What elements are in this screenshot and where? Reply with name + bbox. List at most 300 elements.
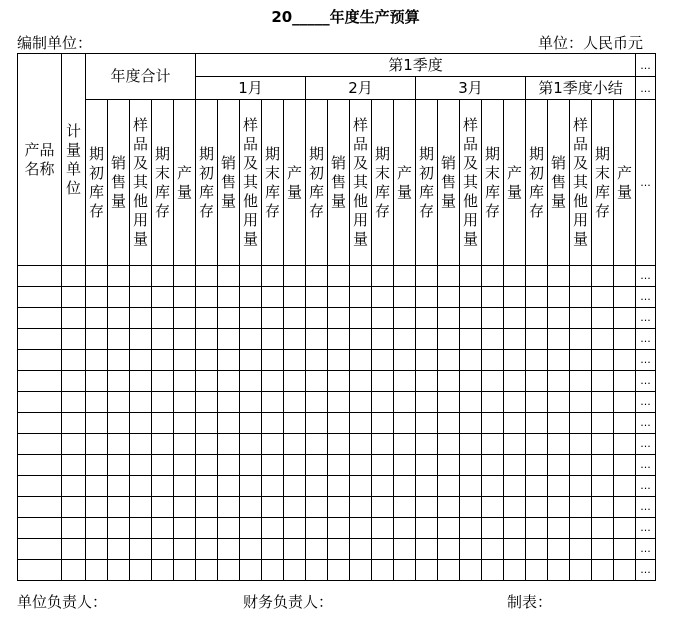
table-cell[interactable]	[526, 413, 548, 434]
table-cell[interactable]	[86, 308, 108, 329]
table-cell[interactable]	[62, 518, 86, 539]
table-cell[interactable]	[196, 371, 218, 392]
table-cell[interactable]	[438, 476, 460, 497]
table-cell[interactable]	[218, 434, 240, 455]
table-cell[interactable]	[460, 518, 482, 539]
table-cell[interactable]	[438, 539, 460, 560]
table-cell[interactable]	[416, 266, 438, 287]
table-cell[interactable]	[570, 287, 592, 308]
table-cell[interactable]	[130, 560, 152, 581]
table-cell[interactable]	[438, 350, 460, 371]
table-cell[interactable]	[460, 329, 482, 350]
table-cell[interactable]	[240, 455, 262, 476]
table-cell[interactable]	[86, 392, 108, 413]
table-cell[interactable]	[592, 329, 614, 350]
table-cell[interactable]	[504, 392, 526, 413]
table-cell[interactable]	[108, 392, 130, 413]
table-cell[interactable]	[306, 329, 328, 350]
table-cell[interactable]	[416, 350, 438, 371]
table-cell[interactable]	[152, 413, 174, 434]
table-cell[interactable]	[306, 413, 328, 434]
table-cell[interactable]	[416, 539, 438, 560]
table-cell[interactable]	[504, 560, 526, 581]
table-cell[interactable]	[108, 413, 130, 434]
table-cell[interactable]	[196, 539, 218, 560]
table-cell[interactable]	[350, 350, 372, 371]
table-cell[interactable]	[482, 539, 504, 560]
table-cell[interactable]	[328, 455, 350, 476]
table-cell[interactable]	[482, 329, 504, 350]
table-cell[interactable]	[130, 392, 152, 413]
table-cell[interactable]	[284, 560, 306, 581]
table-cell[interactable]	[174, 518, 196, 539]
table-cell[interactable]	[262, 434, 284, 455]
table-cell[interactable]	[196, 350, 218, 371]
table-cell[interactable]	[614, 560, 636, 581]
table-cell[interactable]	[86, 287, 108, 308]
table-cell[interactable]	[570, 434, 592, 455]
table-cell[interactable]	[570, 413, 592, 434]
table-cell[interactable]	[130, 308, 152, 329]
table-cell[interactable]	[372, 329, 394, 350]
table-cell[interactable]	[438, 371, 460, 392]
table-cell[interactable]	[328, 434, 350, 455]
table-cell[interactable]	[86, 455, 108, 476]
table-cell[interactable]	[196, 266, 218, 287]
table-cell[interactable]	[62, 539, 86, 560]
table-cell[interactable]	[416, 497, 438, 518]
table-cell[interactable]	[592, 497, 614, 518]
table-cell[interactable]	[526, 287, 548, 308]
table-cell[interactable]	[372, 392, 394, 413]
table-cell[interactable]	[130, 455, 152, 476]
table-cell[interactable]	[152, 392, 174, 413]
table-cell[interactable]	[438, 308, 460, 329]
table-cell[interactable]	[328, 476, 350, 497]
table-cell[interactable]	[614, 539, 636, 560]
table-cell[interactable]	[438, 266, 460, 287]
table-cell[interactable]	[460, 560, 482, 581]
table-cell[interactable]	[218, 392, 240, 413]
table-cell[interactable]	[86, 266, 108, 287]
table-cell[interactable]	[350, 308, 372, 329]
table-cell[interactable]	[240, 560, 262, 581]
table-cell[interactable]	[526, 539, 548, 560]
table-cell[interactable]	[152, 518, 174, 539]
table-cell[interactable]	[218, 329, 240, 350]
table-cell[interactable]	[504, 371, 526, 392]
table-cell[interactable]	[240, 287, 262, 308]
table-cell[interactable]	[416, 287, 438, 308]
table-cell[interactable]	[372, 266, 394, 287]
table-cell[interactable]	[592, 266, 614, 287]
table-cell[interactable]	[196, 560, 218, 581]
table-cell[interactable]	[416, 476, 438, 497]
table-cell[interactable]	[62, 476, 86, 497]
table-cell[interactable]	[438, 560, 460, 581]
table-cell[interactable]	[152, 476, 174, 497]
table-cell[interactable]	[372, 476, 394, 497]
table-cell[interactable]	[350, 413, 372, 434]
table-cell[interactable]	[438, 455, 460, 476]
table-cell[interactable]	[416, 518, 438, 539]
table-cell[interactable]	[482, 371, 504, 392]
table-cell[interactable]	[152, 434, 174, 455]
table-cell[interactable]	[372, 371, 394, 392]
table-cell[interactable]	[548, 560, 570, 581]
table-cell[interactable]	[196, 497, 218, 518]
table-cell[interactable]	[130, 350, 152, 371]
table-cell[interactable]	[592, 434, 614, 455]
table-cell[interactable]	[262, 371, 284, 392]
table-cell[interactable]	[548, 476, 570, 497]
table-cell[interactable]	[108, 287, 130, 308]
table-cell[interactable]	[218, 371, 240, 392]
table-cell[interactable]	[18, 434, 62, 455]
table-cell[interactable]	[306, 560, 328, 581]
table-cell[interactable]	[18, 392, 62, 413]
table-cell[interactable]	[108, 455, 130, 476]
table-cell[interactable]	[284, 392, 306, 413]
table-cell[interactable]	[592, 455, 614, 476]
table-cell[interactable]	[460, 287, 482, 308]
table-cell[interactable]	[416, 329, 438, 350]
table-cell[interactable]	[350, 329, 372, 350]
table-cell[interactable]	[372, 455, 394, 476]
table-cell[interactable]	[86, 371, 108, 392]
table-cell[interactable]	[196, 476, 218, 497]
table-cell[interactable]	[526, 434, 548, 455]
table-cell[interactable]	[306, 350, 328, 371]
table-cell[interactable]	[614, 308, 636, 329]
table-cell[interactable]	[240, 350, 262, 371]
table-cell[interactable]	[460, 350, 482, 371]
table-cell[interactable]	[174, 266, 196, 287]
table-cell[interactable]	[174, 434, 196, 455]
table-cell[interactable]	[284, 518, 306, 539]
table-cell[interactable]	[130, 497, 152, 518]
table-cell[interactable]	[416, 434, 438, 455]
table-cell[interactable]	[372, 518, 394, 539]
table-cell[interactable]	[416, 455, 438, 476]
table-cell[interactable]	[262, 476, 284, 497]
table-cell[interactable]	[18, 497, 62, 518]
table-cell[interactable]	[218, 560, 240, 581]
table-cell[interactable]	[372, 539, 394, 560]
table-cell[interactable]	[262, 497, 284, 518]
table-cell[interactable]	[350, 455, 372, 476]
table-cell[interactable]	[130, 329, 152, 350]
table-cell[interactable]	[284, 497, 306, 518]
table-cell[interactable]	[548, 434, 570, 455]
table-cell[interactable]	[174, 308, 196, 329]
table-cell[interactable]	[152, 560, 174, 581]
table-cell[interactable]	[350, 539, 372, 560]
table-cell[interactable]	[196, 434, 218, 455]
table-cell[interactable]	[328, 560, 350, 581]
table-cell[interactable]	[218, 350, 240, 371]
table-cell[interactable]	[86, 434, 108, 455]
table-cell[interactable]	[284, 287, 306, 308]
table-cell[interactable]	[394, 455, 416, 476]
table-cell[interactable]	[394, 413, 416, 434]
table-cell[interactable]	[174, 287, 196, 308]
table-cell[interactable]	[262, 539, 284, 560]
table-cell[interactable]	[460, 308, 482, 329]
table-cell[interactable]	[438, 497, 460, 518]
table-cell[interactable]	[526, 350, 548, 371]
table-cell[interactable]	[482, 308, 504, 329]
table-cell[interactable]	[306, 434, 328, 455]
table-cell[interactable]	[174, 539, 196, 560]
table-cell[interactable]	[570, 392, 592, 413]
table-cell[interactable]	[548, 329, 570, 350]
table-cell[interactable]	[614, 266, 636, 287]
table-cell[interactable]	[394, 392, 416, 413]
table-cell[interactable]	[240, 329, 262, 350]
table-cell[interactable]	[218, 266, 240, 287]
table-cell[interactable]	[284, 476, 306, 497]
table-cell[interactable]	[328, 371, 350, 392]
table-cell[interactable]	[460, 392, 482, 413]
table-cell[interactable]	[350, 560, 372, 581]
table-cell[interactable]	[614, 518, 636, 539]
table-cell[interactable]	[306, 266, 328, 287]
table-cell[interactable]	[86, 329, 108, 350]
table-cell[interactable]	[526, 455, 548, 476]
table-cell[interactable]	[372, 287, 394, 308]
table-cell[interactable]	[548, 350, 570, 371]
table-cell[interactable]	[592, 539, 614, 560]
table-cell[interactable]	[548, 308, 570, 329]
table-cell[interactable]	[482, 476, 504, 497]
table-cell[interactable]	[460, 413, 482, 434]
table-cell[interactable]	[438, 287, 460, 308]
table-cell[interactable]	[482, 350, 504, 371]
table-cell[interactable]	[570, 308, 592, 329]
table-cell[interactable]	[262, 560, 284, 581]
table-cell[interactable]	[152, 455, 174, 476]
table-cell[interactable]	[306, 497, 328, 518]
table-cell[interactable]	[482, 413, 504, 434]
table-cell[interactable]	[394, 308, 416, 329]
table-cell[interactable]	[614, 371, 636, 392]
table-cell[interactable]	[152, 497, 174, 518]
table-cell[interactable]	[108, 434, 130, 455]
table-cell[interactable]	[108, 476, 130, 497]
table-cell[interactable]	[262, 308, 284, 329]
table-cell[interactable]	[504, 476, 526, 497]
table-cell[interactable]	[262, 350, 284, 371]
table-cell[interactable]	[174, 329, 196, 350]
table-cell[interactable]	[306, 476, 328, 497]
table-cell[interactable]	[218, 518, 240, 539]
table-cell[interactable]	[152, 287, 174, 308]
table-cell[interactable]	[262, 392, 284, 413]
table-cell[interactable]	[108, 518, 130, 539]
table-cell[interactable]	[372, 413, 394, 434]
table-cell[interactable]	[174, 350, 196, 371]
table-cell[interactable]	[438, 392, 460, 413]
table-cell[interactable]	[62, 392, 86, 413]
table-cell[interactable]	[196, 308, 218, 329]
table-cell[interactable]	[592, 392, 614, 413]
table-cell[interactable]	[284, 455, 306, 476]
table-cell[interactable]	[570, 371, 592, 392]
table-cell[interactable]	[62, 266, 86, 287]
table-cell[interactable]	[130, 434, 152, 455]
table-cell[interactable]	[526, 266, 548, 287]
table-cell[interactable]	[130, 413, 152, 434]
table-cell[interactable]	[328, 329, 350, 350]
table-cell[interactable]	[18, 308, 62, 329]
table-cell[interactable]	[372, 434, 394, 455]
table-cell[interactable]	[548, 266, 570, 287]
table-cell[interactable]	[592, 476, 614, 497]
table-cell[interactable]	[86, 413, 108, 434]
table-cell[interactable]	[86, 518, 108, 539]
table-cell[interactable]	[240, 266, 262, 287]
table-cell[interactable]	[18, 266, 62, 287]
table-cell[interactable]	[394, 350, 416, 371]
table-cell[interactable]	[592, 371, 614, 392]
table-cell[interactable]	[218, 455, 240, 476]
table-cell[interactable]	[416, 392, 438, 413]
table-cell[interactable]	[240, 413, 262, 434]
table-cell[interactable]	[482, 434, 504, 455]
table-cell[interactable]	[86, 560, 108, 581]
table-cell[interactable]	[328, 287, 350, 308]
table-cell[interactable]	[240, 497, 262, 518]
table-cell[interactable]	[394, 497, 416, 518]
table-cell[interactable]	[196, 392, 218, 413]
table-cell[interactable]	[438, 434, 460, 455]
table-cell[interactable]	[460, 371, 482, 392]
table-cell[interactable]	[152, 539, 174, 560]
table-cell[interactable]	[328, 266, 350, 287]
table-cell[interactable]	[152, 329, 174, 350]
table-cell[interactable]	[152, 266, 174, 287]
table-cell[interactable]	[614, 392, 636, 413]
table-cell[interactable]	[394, 371, 416, 392]
table-cell[interactable]	[306, 287, 328, 308]
table-cell[interactable]	[372, 350, 394, 371]
table-cell[interactable]	[592, 413, 614, 434]
table-cell[interactable]	[570, 518, 592, 539]
table-cell[interactable]	[262, 413, 284, 434]
table-cell[interactable]	[504, 497, 526, 518]
table-cell[interactable]	[152, 371, 174, 392]
table-cell[interactable]	[416, 308, 438, 329]
table-cell[interactable]	[394, 560, 416, 581]
table-cell[interactable]	[460, 539, 482, 560]
table-cell[interactable]	[62, 497, 86, 518]
table-cell[interactable]	[18, 413, 62, 434]
table-cell[interactable]	[394, 287, 416, 308]
table-cell[interactable]	[526, 308, 548, 329]
table-cell[interactable]	[350, 518, 372, 539]
table-cell[interactable]	[108, 539, 130, 560]
table-cell[interactable]	[240, 308, 262, 329]
table-cell[interactable]	[262, 329, 284, 350]
table-cell[interactable]	[18, 350, 62, 371]
table-cell[interactable]	[526, 392, 548, 413]
table-cell[interactable]	[592, 518, 614, 539]
table-cell[interactable]	[62, 287, 86, 308]
table-cell[interactable]	[240, 518, 262, 539]
table-cell[interactable]	[460, 455, 482, 476]
table-cell[interactable]	[62, 455, 86, 476]
table-cell[interactable]	[570, 476, 592, 497]
table-cell[interactable]	[570, 539, 592, 560]
table-cell[interactable]	[548, 413, 570, 434]
table-cell[interactable]	[240, 476, 262, 497]
table-cell[interactable]	[108, 329, 130, 350]
table-cell[interactable]	[284, 329, 306, 350]
table-cell[interactable]	[196, 518, 218, 539]
table-cell[interactable]	[86, 476, 108, 497]
table-cell[interactable]	[174, 560, 196, 581]
table-cell[interactable]	[460, 476, 482, 497]
table-cell[interactable]	[284, 266, 306, 287]
table-cell[interactable]	[394, 434, 416, 455]
table-cell[interactable]	[526, 497, 548, 518]
table-cell[interactable]	[350, 266, 372, 287]
table-cell[interactable]	[548, 455, 570, 476]
table-cell[interactable]	[328, 308, 350, 329]
table-cell[interactable]	[328, 497, 350, 518]
table-cell[interactable]	[108, 350, 130, 371]
table-cell[interactable]	[262, 455, 284, 476]
table-cell[interactable]	[350, 371, 372, 392]
table-cell[interactable]	[240, 371, 262, 392]
table-cell[interactable]	[18, 560, 62, 581]
table-cell[interactable]	[526, 518, 548, 539]
table-cell[interactable]	[350, 392, 372, 413]
table-cell[interactable]	[614, 329, 636, 350]
table-cell[interactable]	[218, 308, 240, 329]
table-cell[interactable]	[416, 560, 438, 581]
table-cell[interactable]	[438, 329, 460, 350]
table-cell[interactable]	[240, 434, 262, 455]
table-cell[interactable]	[218, 413, 240, 434]
table-cell[interactable]	[18, 518, 62, 539]
table-cell[interactable]	[108, 308, 130, 329]
table-cell[interactable]	[482, 497, 504, 518]
table-cell[interactable]	[570, 560, 592, 581]
table-cell[interactable]	[108, 266, 130, 287]
table-cell[interactable]	[174, 455, 196, 476]
table-cell[interactable]	[174, 413, 196, 434]
table-cell[interactable]	[504, 434, 526, 455]
table-cell[interactable]	[592, 350, 614, 371]
table-cell[interactable]	[306, 308, 328, 329]
table-cell[interactable]	[504, 287, 526, 308]
table-cell[interactable]	[152, 350, 174, 371]
table-cell[interactable]	[548, 287, 570, 308]
table-cell[interactable]	[416, 371, 438, 392]
table-cell[interactable]	[504, 539, 526, 560]
table-cell[interactable]	[86, 497, 108, 518]
table-cell[interactable]	[614, 455, 636, 476]
table-cell[interactable]	[196, 329, 218, 350]
table-cell[interactable]	[18, 539, 62, 560]
table-cell[interactable]	[548, 392, 570, 413]
table-cell[interactable]	[592, 287, 614, 308]
table-cell[interactable]	[614, 434, 636, 455]
table-cell[interactable]	[504, 329, 526, 350]
table-cell[interactable]	[262, 266, 284, 287]
